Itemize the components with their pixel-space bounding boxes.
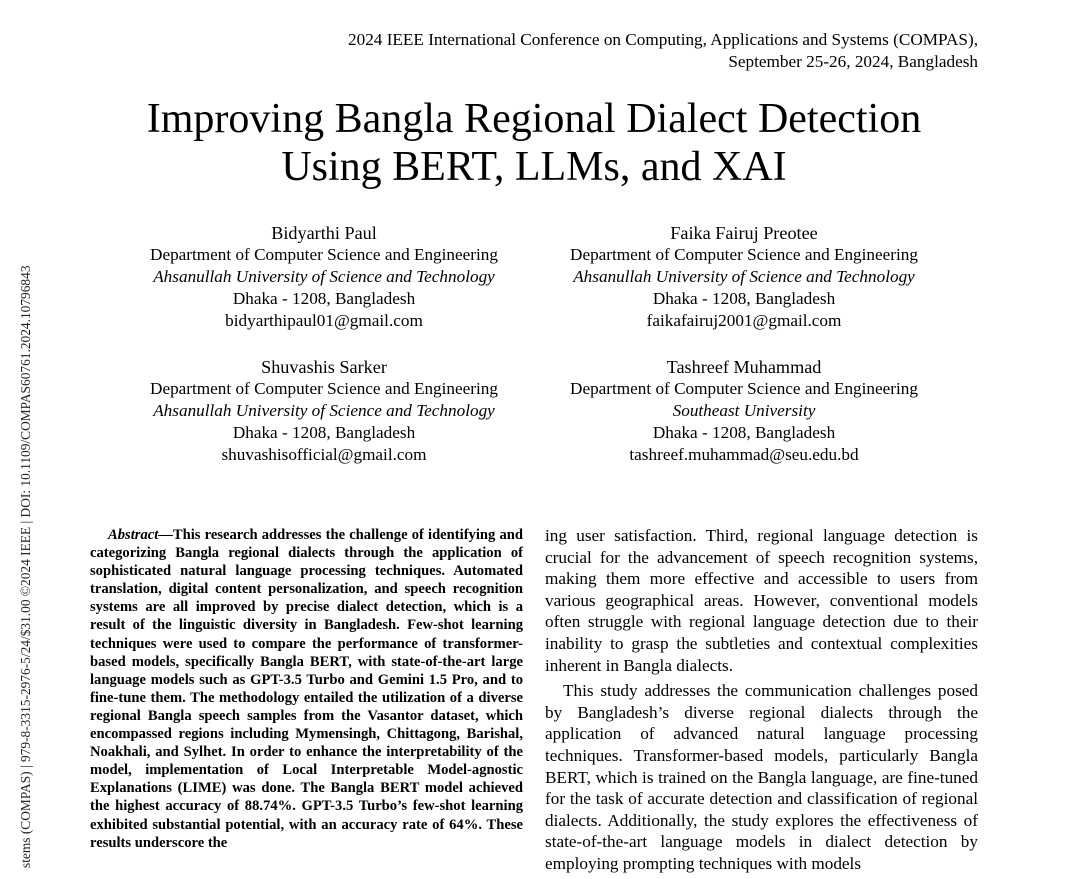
abstract-label: Abstract (108, 527, 159, 543)
conference-line-2: September 25-26, 2024, Bangladesh (728, 52, 978, 71)
author-name: Shuvashis Sarker (261, 357, 387, 377)
abstract-text: —This research addresses the challenge of identifying and categorizing Bangla regional dialects through the application of sophisticated natural language processing techniques. Automated translation, digital content personalization, and speech recognition systems are all improved by precise dialect detection, which is a result of the linguistic diversity in Bangladesh. Few-shot learning techniques were used to compare the performance of transformer-based models, specifically Bangla BERT, with state-of-the-art large language models such as GPT-3.5 Turbo and Gemini 1.5 Pro, and to fine-tune them. The methodology entailed the utilization of a diverse regional Bangla speech samples from the Vasantor dataset, which encompassed regions including Mymensingh, Chittagong, Barishal, Noakhali, and Sylhet. In order to enhance the interpretability of the model, implementation of Local Interpretable Model-agnostic Explanations (LIME) was done. The Bangla BERT model achieved the highest accuracy of 88.74%. GPT-3.5 Turbo’s few-shot learning exhibited substantial potential, with an accuracy rate of 64%. These results underscore the (90, 527, 523, 851)
author-department: Department of Computer Science and Engineering (150, 245, 498, 264)
author-location: Dhaka - 1208, Bangladesh (232, 423, 416, 442)
title-line-2: Using BERT, LLMs, and XAI (281, 144, 787, 190)
doi-side-note: stems (COMPAS) | 979-8-3315-2976-5/24/$31.00 ©2024 IEEE | DOI: 10.1109/COMPAS60761.2024.10796843 (18, 265, 33, 868)
conference-header (178, 29, 978, 73)
author-institution: Ahsanullah University of Science and Technology (153, 267, 495, 286)
author-name: Faika Fairuj Preotee (670, 223, 818, 243)
author-location: Dhaka - 1208, Bangladesh (652, 423, 836, 442)
author-department: Department of Computer Science and Engineering (570, 245, 918, 264)
author-email: tashreef.muhammad@seu.edu.bd (629, 445, 859, 464)
title-line-1: Improving Bangla Regional Dialect Detection (146, 96, 922, 142)
body-paragraph-1: ing user satisfaction. Third, regional language detection is crucial for the advancement of speech recognition systems, making them more effective and accessible to users from various geographical areas. However, conventional models often struggle with regional language detection due to their inability to grasp the subtleties and contextual complexities inherent in Bangla dialects. (545, 526, 978, 675)
conference-line-1: 2024 IEEE International Conference on Computing, Applications and Systems (COMPAS), (348, 30, 978, 49)
author-email: shuvashisofficial@gmail.com (221, 445, 427, 464)
author-institution: Southeast University (672, 401, 816, 420)
author-block-3 (104, 356, 544, 466)
author-block-1 (104, 222, 544, 332)
author-block-4 (524, 356, 964, 466)
author-location: Dhaka - 1208, Bangladesh (652, 289, 836, 308)
author-department: Department of Computer Science and Engineering (570, 379, 918, 398)
author-email: faikafairuj2001@gmail.com (646, 311, 842, 330)
body-paragraph-2: This study addresses the communication challenges posed by Bangladesh’s diverse regional dialects through the application of advanced natural language processing techniques. Transformer-based models, particularly Bangla BERT, which is trained on the Bangla language, are fine-tuned for the task of accurate detection and classification of regional dialects. Additionally, the study explores the effectiveness of state-of-the-art language models in dialect detection by employing prompting techniques with models (545, 681, 978, 873)
author-location: Dhaka - 1208, Bangladesh (232, 289, 416, 308)
abstract (90, 526, 523, 852)
paper-title (0, 95, 1068, 191)
author-name: Bidyarthi Paul (271, 223, 377, 243)
author-institution: Ahsanullah University of Science and Technology (573, 267, 915, 286)
author-name: Tashreef Muhammad (666, 357, 822, 377)
author-email: bidyarthipaul01@gmail.com (225, 311, 423, 330)
author-block-2 (524, 222, 964, 332)
author-institution: Ahsanullah University of Science and Technology (153, 401, 495, 420)
right-column-body (545, 525, 978, 879)
author-department: Department of Computer Science and Engineering (150, 379, 498, 398)
